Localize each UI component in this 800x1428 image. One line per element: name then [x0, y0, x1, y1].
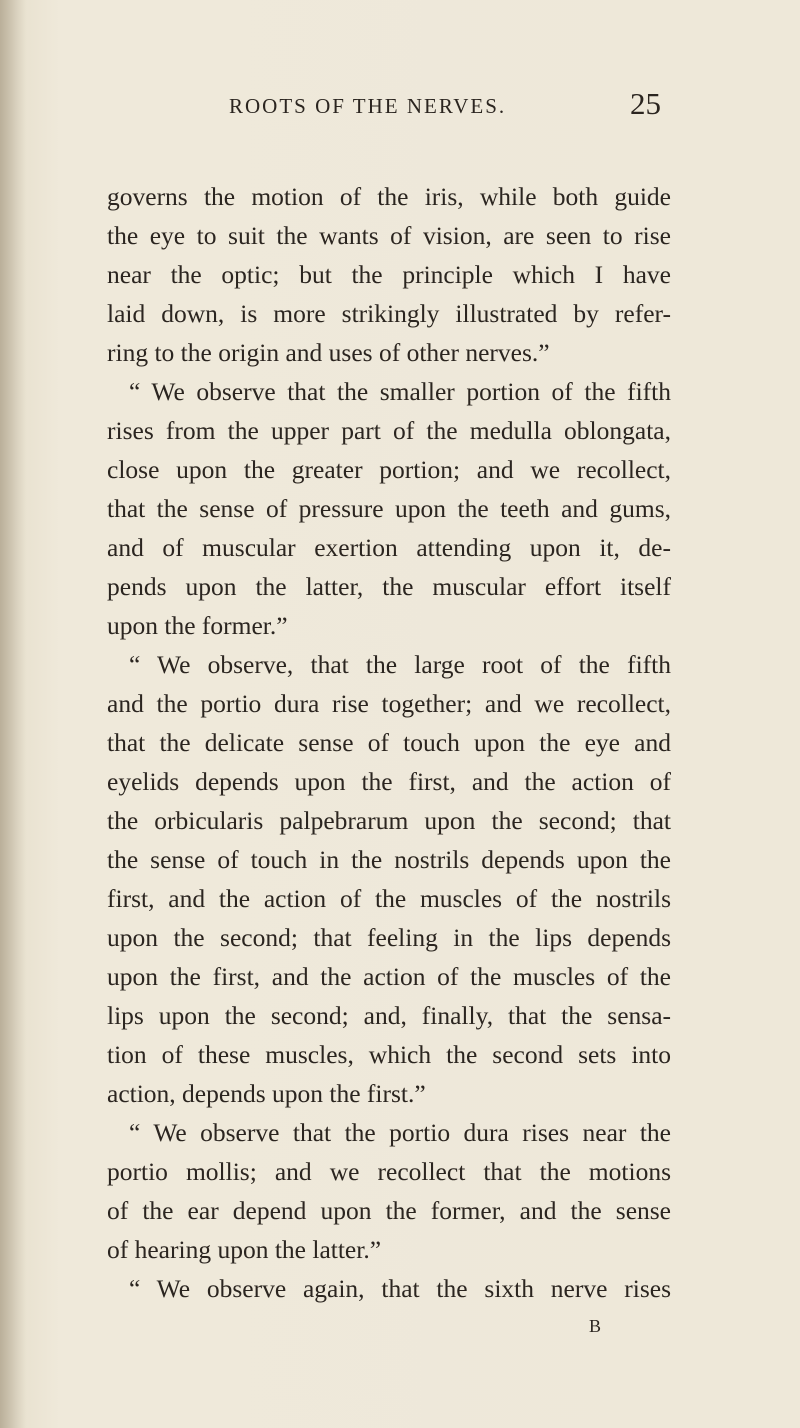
text-line: “ We observe, that the large root of the fifth	[129, 650, 671, 679]
text-line: laid down, is more strikingly illustrated by refer-	[107, 299, 671, 328]
text-line: the orbicularis palpebrarum upon the second; that	[107, 806, 671, 835]
text-line: ring to the origin and uses of other nerves.”	[107, 338, 550, 367]
text-line: upon the former.”	[107, 611, 288, 640]
text-line: governs the motion of the iris, while both guide	[107, 182, 671, 211]
text-line: tion of these muscles, which the second sets into	[107, 1040, 671, 1069]
text-line: near the optic; but the principle which I have	[107, 260, 671, 289]
text-line: rises from the upper part of the medulla oblongata,	[107, 416, 671, 445]
text-line: pends upon the latter, the muscular effort itself	[107, 572, 671, 601]
binding-gutter-shadow	[0, 0, 26, 1428]
text-line: the sense of touch in the nostrils depends upon the	[107, 845, 671, 874]
text-line: “ We observe that the smaller portion of the fifth	[129, 377, 671, 406]
signature-mark: B	[589, 1316, 603, 1336]
text-line: upon the second; that feeling in the lips depends	[107, 923, 671, 952]
text-line: and the portio dura rise together; and we recollect,	[107, 689, 671, 718]
running-title: ROOTS OF THE NERVES.	[229, 94, 507, 118]
text-line: of hearing upon the latter.”	[107, 1235, 382, 1264]
text-line: action, depends upon the first.”	[107, 1079, 426, 1108]
text-line: portio mollis; and we recollect that the motions	[107, 1157, 671, 1186]
text-line: close upon the greater portion; and we recollect,	[107, 455, 671, 484]
text-line: first, and the action of the muscles of the nostrils	[107, 884, 671, 913]
text-line: the eye to suit the wants of vision, are seen to rise	[107, 221, 671, 250]
running-head	[229, 88, 661, 128]
page-number: 25	[630, 86, 661, 121]
text-line: and of muscular exertion attending upon it, de-	[107, 533, 671, 562]
text-line: that the sense of pressure upon the teeth and gums,	[107, 494, 671, 523]
text-line: “ We observe that the portio dura rises near the	[129, 1118, 671, 1147]
text-line: of the ear depend upon the former, and the sense	[107, 1196, 671, 1225]
text-line: “ We observe again, that the sixth nerve rises	[129, 1274, 671, 1303]
text-line: that the delicate sense of touch upon the eye and	[107, 728, 671, 757]
text-line: upon the first, and the action of the muscles of the	[107, 962, 671, 991]
text-line: eyelids depends upon the first, and the action of	[107, 767, 671, 796]
text-line: lips upon the second; and, finally, that the sensa-	[107, 1001, 671, 1030]
